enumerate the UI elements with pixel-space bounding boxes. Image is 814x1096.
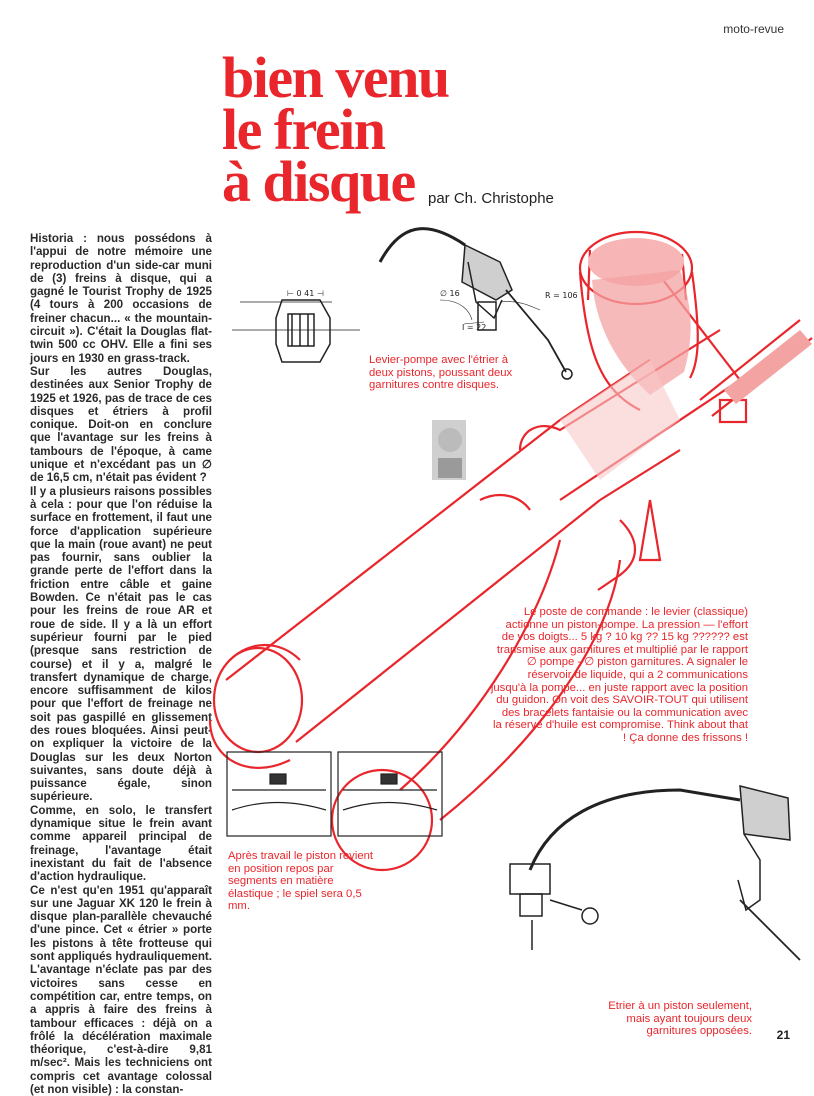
paragraph-2: Sur les autres Douglas, destinées aux Senior Trophy de 1925 et 1926, pas de trace de ces disques et étriers à profil conique. Doit-on en conclure que l'avantage sur les freins à tambours de l'époque, à came unique et n'excédant pas un ∅ de 16,5 cm, n'était pas évident ?: [30, 364, 212, 485]
reservoir-stipple: [560, 238, 812, 480]
magazine-brand: moto-revue: [723, 22, 784, 36]
paragraph-5: Ce n'est qu'en 1951 qu'apparaît sur une Jaguar XK 120 le frein à disque plan-parallèle chevauché d'une pince. Cet « étrier » porte les pistons à tête frotteuse qui sont appliqués hydrauliquement. L'avantage n'éclate pas par des victoires sans cesse en compétition car, entre temps, on a appris à faire des freins à tambour efficaces : déjà on a frôlé la décélération maximale théorique, c'est-à-dire 9,81 m/sec². Mais les techniciens ont compris cet avantage colossal (et non visible) : la constan-: [30, 883, 212, 1096]
title-line-2: le frein: [222, 97, 385, 162]
title-line-3: à disque: [222, 149, 415, 214]
dimension-label: ∅ 16: [440, 289, 460, 298]
caption-control-post: Le poste de commande : le levier (classique) actionne un piston-pompe. La pression — l'effort de vos doigts... 5 kg ? 10 kg ?? 15 kg ?????? est transmise aux garnitures et multiplié par le rapport ∅ pompe - ∅ piston garnitures. A signaler le réservoir de liquide, qui a 2 communications jusqu'à la pompe... en juste rapport avec la position du guidon. On voit des SAVOIR-TOUT qui utilisent des bracelets fantaisie ou la communication avec la réserve d'huile est compromise. Think about that ! Ça donne des frissons !: [490, 606, 748, 744]
single-piston-caliper: [510, 786, 800, 960]
dimension-label: I = 22: [462, 323, 487, 332]
paragraph-3: Il y a plusieurs raisons possibles à cela : pour que l'on réduise la surface en frottement, il faut une force d'application supérieure que la main (roue avant) ne peut pas fournir, sans oublier la grande perte de l'effort dans la friction entre câble et gaine Bowden. Ce n'était pas le cas pour les freins de roue AR et roue de side. Il y a là un effort supérieur fourni par le pied (presque sans restriction de course) et il y a, malgré le transfert dynamique de charge, encore suffisamment de kilos pour que l'effort de freinage ne soit pas gaspillé en glissement des roues bloquées. Ainsi peut-on expliquer la victoire de la Douglas sur les deux Norton suivantes, sans doute déjà à puissance égale, sinon supérieure.: [30, 484, 212, 804]
caption-single-piston-caliper: Etrier à un piston seulement, mais ayant toujours deux garnitures opposées.: [608, 1000, 752, 1038]
paragraph-1: Historia : nous possédons à l'appui de notre mémoire une reproduction d'un side-car muni de (3) freins à disque, qui a gagné le Tourist Trophy de 1925 (4 tours à 200 occasions de freiner chacun... « the mountain-circuit »). C'était la Douglas flat-twin 500 cc OHV. Elle a fini ses jours en 1930 en grass-track.: [30, 232, 212, 365]
paragraph-4: Comme, en solo, le transfert dynamique situe le frein avant comme appareil principal de freinage, l'avantage était inexistant du fait de l'absence d'action hydraulique.: [30, 803, 212, 884]
caption-piston-return: Après travail le piston revient en position repos par segments en matière élastique ; le spiel sera 0,5 mm.: [228, 850, 374, 913]
decorative-portrait: [432, 420, 466, 480]
piston-diagram: [227, 752, 442, 836]
dimension-label: ⊢ 0 41 ⊣: [287, 289, 324, 298]
caption-lever-pump: Levier-pompe avec l'étrier à deux pistons, poussant deux garnitures contre disques.: [369, 354, 513, 392]
title-line-1: bien venu: [222, 45, 449, 110]
byline: par Ch. Christophe: [428, 190, 554, 207]
dimension-label: R = 106: [545, 291, 578, 300]
page-number: 21: [776, 1028, 790, 1042]
